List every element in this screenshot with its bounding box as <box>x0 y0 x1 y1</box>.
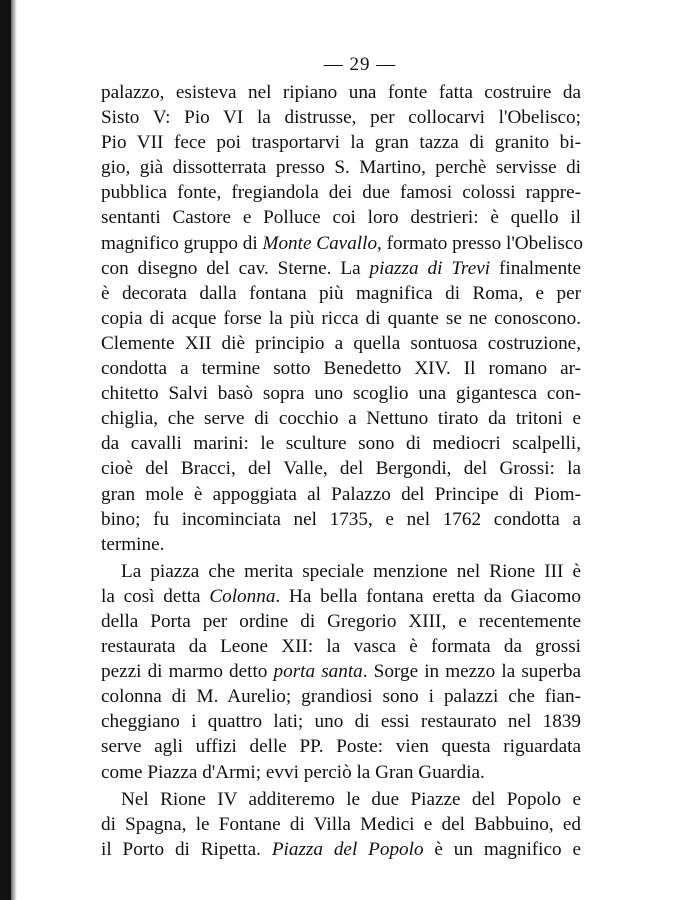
text-segment: il Porto di Ripetta. <box>101 838 272 860</box>
text-line <box>101 331 581 356</box>
text-line <box>101 532 581 557</box>
text-line <box>101 130 581 155</box>
text-segment: , formato presso l'Obelisco <box>377 232 583 254</box>
text-line <box>101 381 581 406</box>
text-segment: della Porta per ordine di Gregorio XIII, e recentemente <box>101 610 581 632</box>
text-line <box>101 80 581 105</box>
text-segment: gio, già dissotterrata presso S. Martino, perchè servisse di <box>101 157 581 179</box>
text-segment: chitetto Salvi basò sopra uno scoglio una gigantesca con- <box>101 383 581 405</box>
text-line <box>101 659 581 684</box>
text-line <box>101 105 581 130</box>
text-segment: gran mole è appoggiata al Palazzo del Principe di Piom- <box>101 483 581 505</box>
text-segment: con disegno del cav. Sterne. La <box>101 257 370 279</box>
italic-text: Monte Cavallo <box>262 232 378 254</box>
text-segment: chiglia, che serve di cocchio a Nettuno tirato da tritoni e <box>101 408 581 430</box>
text-line <box>101 760 581 785</box>
text-line <box>101 205 581 230</box>
text-line <box>101 584 581 609</box>
text-line <box>101 559 581 584</box>
text-line <box>101 406 581 431</box>
page-binding-shadow <box>11 0 17 900</box>
text-line <box>101 837 581 862</box>
text-line <box>101 356 581 381</box>
text-line <box>101 709 581 734</box>
italic-text: piazza di Trevi <box>369 257 491 279</box>
text-line <box>101 734 581 759</box>
text-segment: condotta a termine sotto Benedetto XIV. Il romano ar- <box>101 358 581 380</box>
text-segment: sentanti Castore e Polluce coi loro destrieri: è quello il <box>101 207 581 229</box>
text-line <box>101 281 581 306</box>
text-segment: Nel Rione IV additeremo le due Piazze del Popolo e <box>121 788 581 810</box>
page-binding-edge <box>0 0 11 900</box>
text-segment: cioè del Bracci, del Valle, del Bergondi, del Grossi: la <box>101 458 581 480</box>
text-line <box>101 482 581 507</box>
text-line <box>101 155 581 180</box>
text-line <box>101 231 581 256</box>
text-segment: cheggiano i quattro lati; uno di essi restaurato nel 1839 <box>101 711 581 733</box>
text-segment: pezzi di marmo detto <box>101 661 274 683</box>
text-line <box>101 609 581 634</box>
text-line <box>101 507 581 532</box>
text-segment: da cavalli marini: le sculture sono di mediocri scalpelli, <box>101 433 581 455</box>
text-segment: finalmente <box>490 257 582 279</box>
text-segment: . Sorge in mezzo la superba <box>362 661 581 683</box>
text-line <box>101 306 581 331</box>
text-segment: termine. <box>101 533 165 555</box>
text-segment: bino; fu incominciata nel 1735, e nel 1762 condotta a <box>101 508 581 530</box>
text-segment: serve agli uffizi delle PP. Poste: vien questa riguardata <box>101 736 581 758</box>
text-line <box>101 812 581 837</box>
italic-text: porta santa <box>273 661 363 683</box>
text-line <box>101 684 581 709</box>
text-segment: Clemente XII diè principio a quella sontuosa costruzione, <box>101 332 581 354</box>
text-line <box>101 180 581 205</box>
text-segment: come Piazza d'Armi; evvi perciò la Gran Guardia. <box>101 761 485 783</box>
text-line <box>101 634 581 659</box>
text-segment: di Spagna, le Fontane di Villa Medici e del Babbuino, ed <box>101 813 581 835</box>
text-line <box>101 787 581 812</box>
text-segment: la così detta <box>101 585 210 607</box>
text-segment: Sisto V: Pio VI la distrusse, per collocarvi l'Obelisco; <box>101 107 581 129</box>
text-segment: Pio VII fece poi trasportarvi la gran tazza di granito bi- <box>101 132 581 154</box>
text-segment: palazzo, esisteva nel ripiano una fonte fatta costruire da <box>101 82 581 103</box>
text-segment: La piazza che merita speciale menzione nel Rione III è <box>121 560 581 582</box>
text-segment: magnifico gruppo di <box>101 232 263 254</box>
body-text <box>101 80 581 862</box>
text-segment: copia di acque forse la più ricca di quante se ne conoscono. <box>101 307 581 329</box>
text-segment: . Ha bella fontana eretta da Giacomo <box>275 585 581 607</box>
text-line <box>101 456 581 481</box>
text-segment: colonna di M. Aurelio; grandiosi sono i palazzi che fian- <box>101 686 581 708</box>
text-segment: è decorata dalla fontana più magnifica di Roma, e per <box>101 282 581 304</box>
page-number: — 29 — <box>323 54 397 75</box>
italic-text: Piazza del Popolo <box>271 838 424 860</box>
text-segment: è un magnifico e <box>423 838 581 860</box>
text-segment: pubblica fonte, fregiandola dei due famosi colossi rappre- <box>101 182 581 204</box>
text-line <box>101 431 581 456</box>
italic-text: Colonna <box>209 585 276 607</box>
text-line <box>101 256 581 281</box>
text-segment: restaurata da Leone XII: la vasca è formata da grossi <box>101 636 581 658</box>
